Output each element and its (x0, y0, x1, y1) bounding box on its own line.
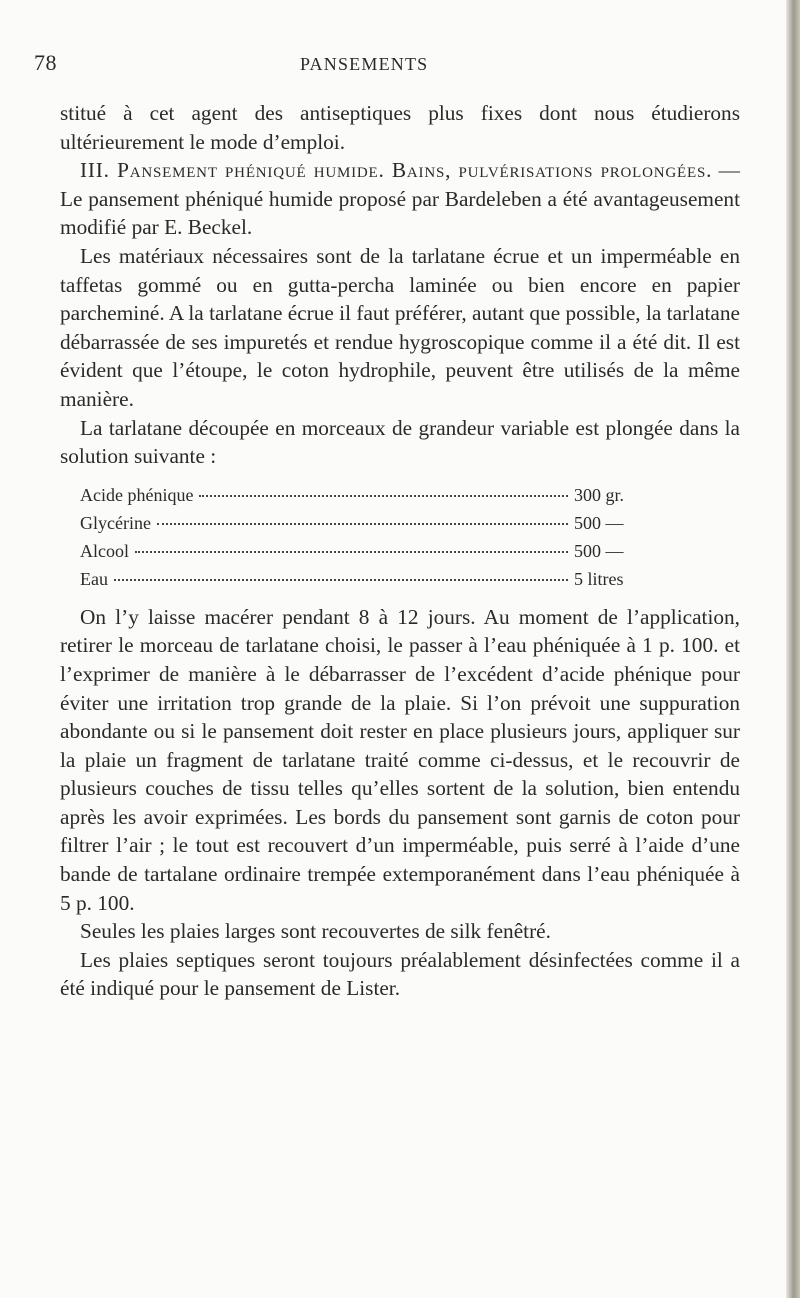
paragraph-continued: stitué à cet agent des antiseptiques plus fixes dont nous étudierons ultérieurement le mode d’emploi. (60, 101, 740, 154)
recipe-ingredient: Acide phénique (80, 484, 194, 505)
recipe-quantity: 300 gr. (574, 484, 625, 505)
page-number: 78 (34, 50, 57, 75)
recipe-row (80, 481, 680, 509)
recipe-ingredient: Alcool (80, 540, 129, 561)
recipe-ingredient: Eau (80, 568, 108, 589)
running-title: PANSEMENTS (300, 54, 429, 74)
paragraph-application: On l’y laisse macérer pendant 8 à 12 jours. Au moment de l’application, retirer le morceau de tarlatane choisi, le passer à l’eau phéniquée à 1 p. 100. et l’exprimer de manière à le débarrasser de l’excédent d’acide phénique pour éviter une irritation trop grande de la plaie. Si l’on prévoit une suppuration abondante ou si le pansement doit rester en place plusieurs jours, appliquer sur la plaie un fragment de tarlatane traité comme ci-dessus, et le recouvrir de plusieurs couches de tissu telles qu’elles sortent de la solution, bien entendu après les avoir exprimées. Les bords du pansement sont garnis de coton pour filtrer l’air ; le tout est recouvert d’un imperméable, puis serré à l’aide d’une bande de tartalane ordinaire trempée extemporanément dans l’eau phéniquée à 5 p. 100. (60, 604, 740, 915)
dot-leader (157, 523, 568, 525)
page-edge (786, 0, 800, 1298)
solution-recipe (80, 481, 680, 593)
section-heading: III. Pansement phéniqué humide. Bains, pulvérisations prolongées. (80, 158, 713, 183)
paragraph-silk: Seules les plaies larges sont recouvertes de silk fenêtré. (80, 919, 551, 944)
dot-leader (114, 579, 568, 581)
recipe-row (80, 509, 680, 537)
paragraph-materials: Les matériaux nécessaires sont de la tarlatane écrue et un imperméable en taffetas gommé ou en gutta-percha laminée ou bien encore en papier parcheminé. A la tarlatane écrue il faut préférer, autant que possible, la tarlatane débarrassée de ses impuretés et rendue hygroscopique comme il a été dit. Il est évident que l’étoupe, le coton hydrophile, peuvent être utilisés de la même manière. (60, 243, 740, 411)
dot-leader (135, 551, 568, 553)
page-body (60, 99, 740, 1003)
recipe-ingredient: Glycérine (80, 512, 151, 533)
paragraph-solution-intro: La tarlatane découpée en morceaux de grandeur variable est plongée dans la solution suivante : (60, 415, 740, 469)
section-text: — Le pansement phéniqué humide proposé par Bardeleben a été avantageusement modifié par E. Beckel. (60, 158, 740, 240)
page-header (0, 50, 800, 76)
recipe-row (80, 565, 680, 593)
paragraph-septic: Les plaies septiques seront toujours préalablement désinfectées comme il a été indiqué pour le pansement de Lister. (60, 947, 740, 1001)
dot-leader (199, 495, 568, 497)
recipe-quantity: 5 litres (574, 568, 624, 589)
recipe-quantity: 500 — (574, 540, 624, 561)
recipe-quantity: 500 — (574, 512, 624, 533)
recipe-row (80, 537, 680, 565)
section-paragraph (60, 156, 740, 242)
